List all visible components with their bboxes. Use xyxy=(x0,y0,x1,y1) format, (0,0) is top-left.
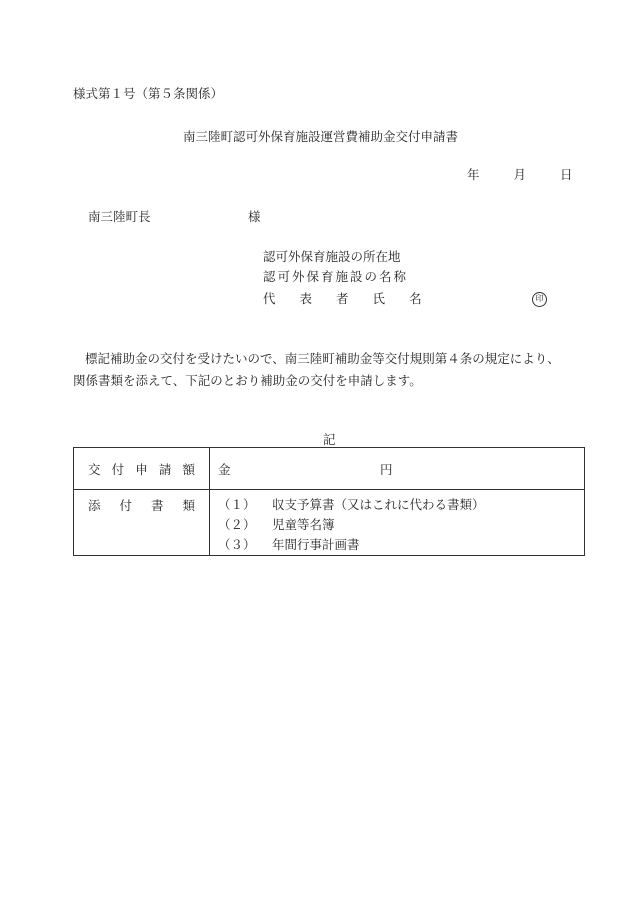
list-item-number: （１） xyxy=(218,497,256,512)
statement-line-1: 標記補助金の交付を受けたいので、南三陸町補助金等交付規則第４条の規定により、 xyxy=(85,351,560,366)
label-char: 類 xyxy=(182,498,195,513)
label-char: 請 xyxy=(158,462,172,477)
label-char: 交 xyxy=(88,462,101,477)
representative-char: 代 xyxy=(263,291,276,306)
amount-value-cell[interactable] xyxy=(210,448,585,490)
attachments-list-cell xyxy=(210,490,585,556)
date-month: 月 xyxy=(513,167,526,182)
seal-icon: 印 xyxy=(532,292,547,307)
seal-mark xyxy=(532,289,547,307)
ki-heading: 記 xyxy=(323,432,336,447)
facility-address-label: 認可外保育施設の所在地 xyxy=(263,249,401,264)
table-row-amount xyxy=(74,448,585,490)
document-title: 南三陸町認可外保育施設運営費補助金交付申請書 xyxy=(183,129,459,144)
representative-char: 者 xyxy=(336,291,349,306)
representative-char: 氏 xyxy=(372,291,386,306)
label-char: 付 xyxy=(119,498,132,513)
attachments-label-cell xyxy=(74,490,210,556)
date-line xyxy=(467,165,572,183)
list-item-number: （２） xyxy=(218,517,256,532)
amount-prefix: 金 xyxy=(218,462,231,477)
representative-char: 表 xyxy=(299,291,313,306)
label-char: 申 xyxy=(135,462,148,477)
list-item-number: （３） xyxy=(218,537,256,552)
list-item xyxy=(218,535,584,555)
application-table xyxy=(73,447,585,556)
addressee-name: 南三陸町長 xyxy=(88,209,151,224)
list-item xyxy=(218,495,584,515)
addressee-honorific: 様 xyxy=(248,209,261,224)
facility-name-label: 認可外保育施設の名称 xyxy=(263,269,409,284)
label-char: 額 xyxy=(182,462,195,477)
list-item xyxy=(218,515,584,535)
table-row-attachments xyxy=(74,490,585,556)
representative-char: 名 xyxy=(409,291,422,306)
date-year: 年 xyxy=(467,167,480,182)
representative-name-label xyxy=(263,289,422,307)
label-char: 添 xyxy=(88,498,101,513)
date-day: 日 xyxy=(559,167,573,182)
amount-unit: 円 xyxy=(380,462,393,477)
label-char: 付 xyxy=(111,462,125,477)
list-item-text: 収支予算書（又はこれに代わる書類） xyxy=(272,497,485,512)
statement-line-2: 関係書類を添えて、下記のとおり補助金の交付を申請します。 xyxy=(73,373,422,388)
label-char: 書 xyxy=(150,498,164,513)
amount-label-cell xyxy=(74,448,210,490)
application-statement xyxy=(73,348,593,392)
form-number: 様式第１号（第５条関係） xyxy=(73,86,224,101)
list-item-text: 年間行事計画書 xyxy=(272,537,360,552)
list-item-text: 児童等名簿 xyxy=(272,517,335,532)
